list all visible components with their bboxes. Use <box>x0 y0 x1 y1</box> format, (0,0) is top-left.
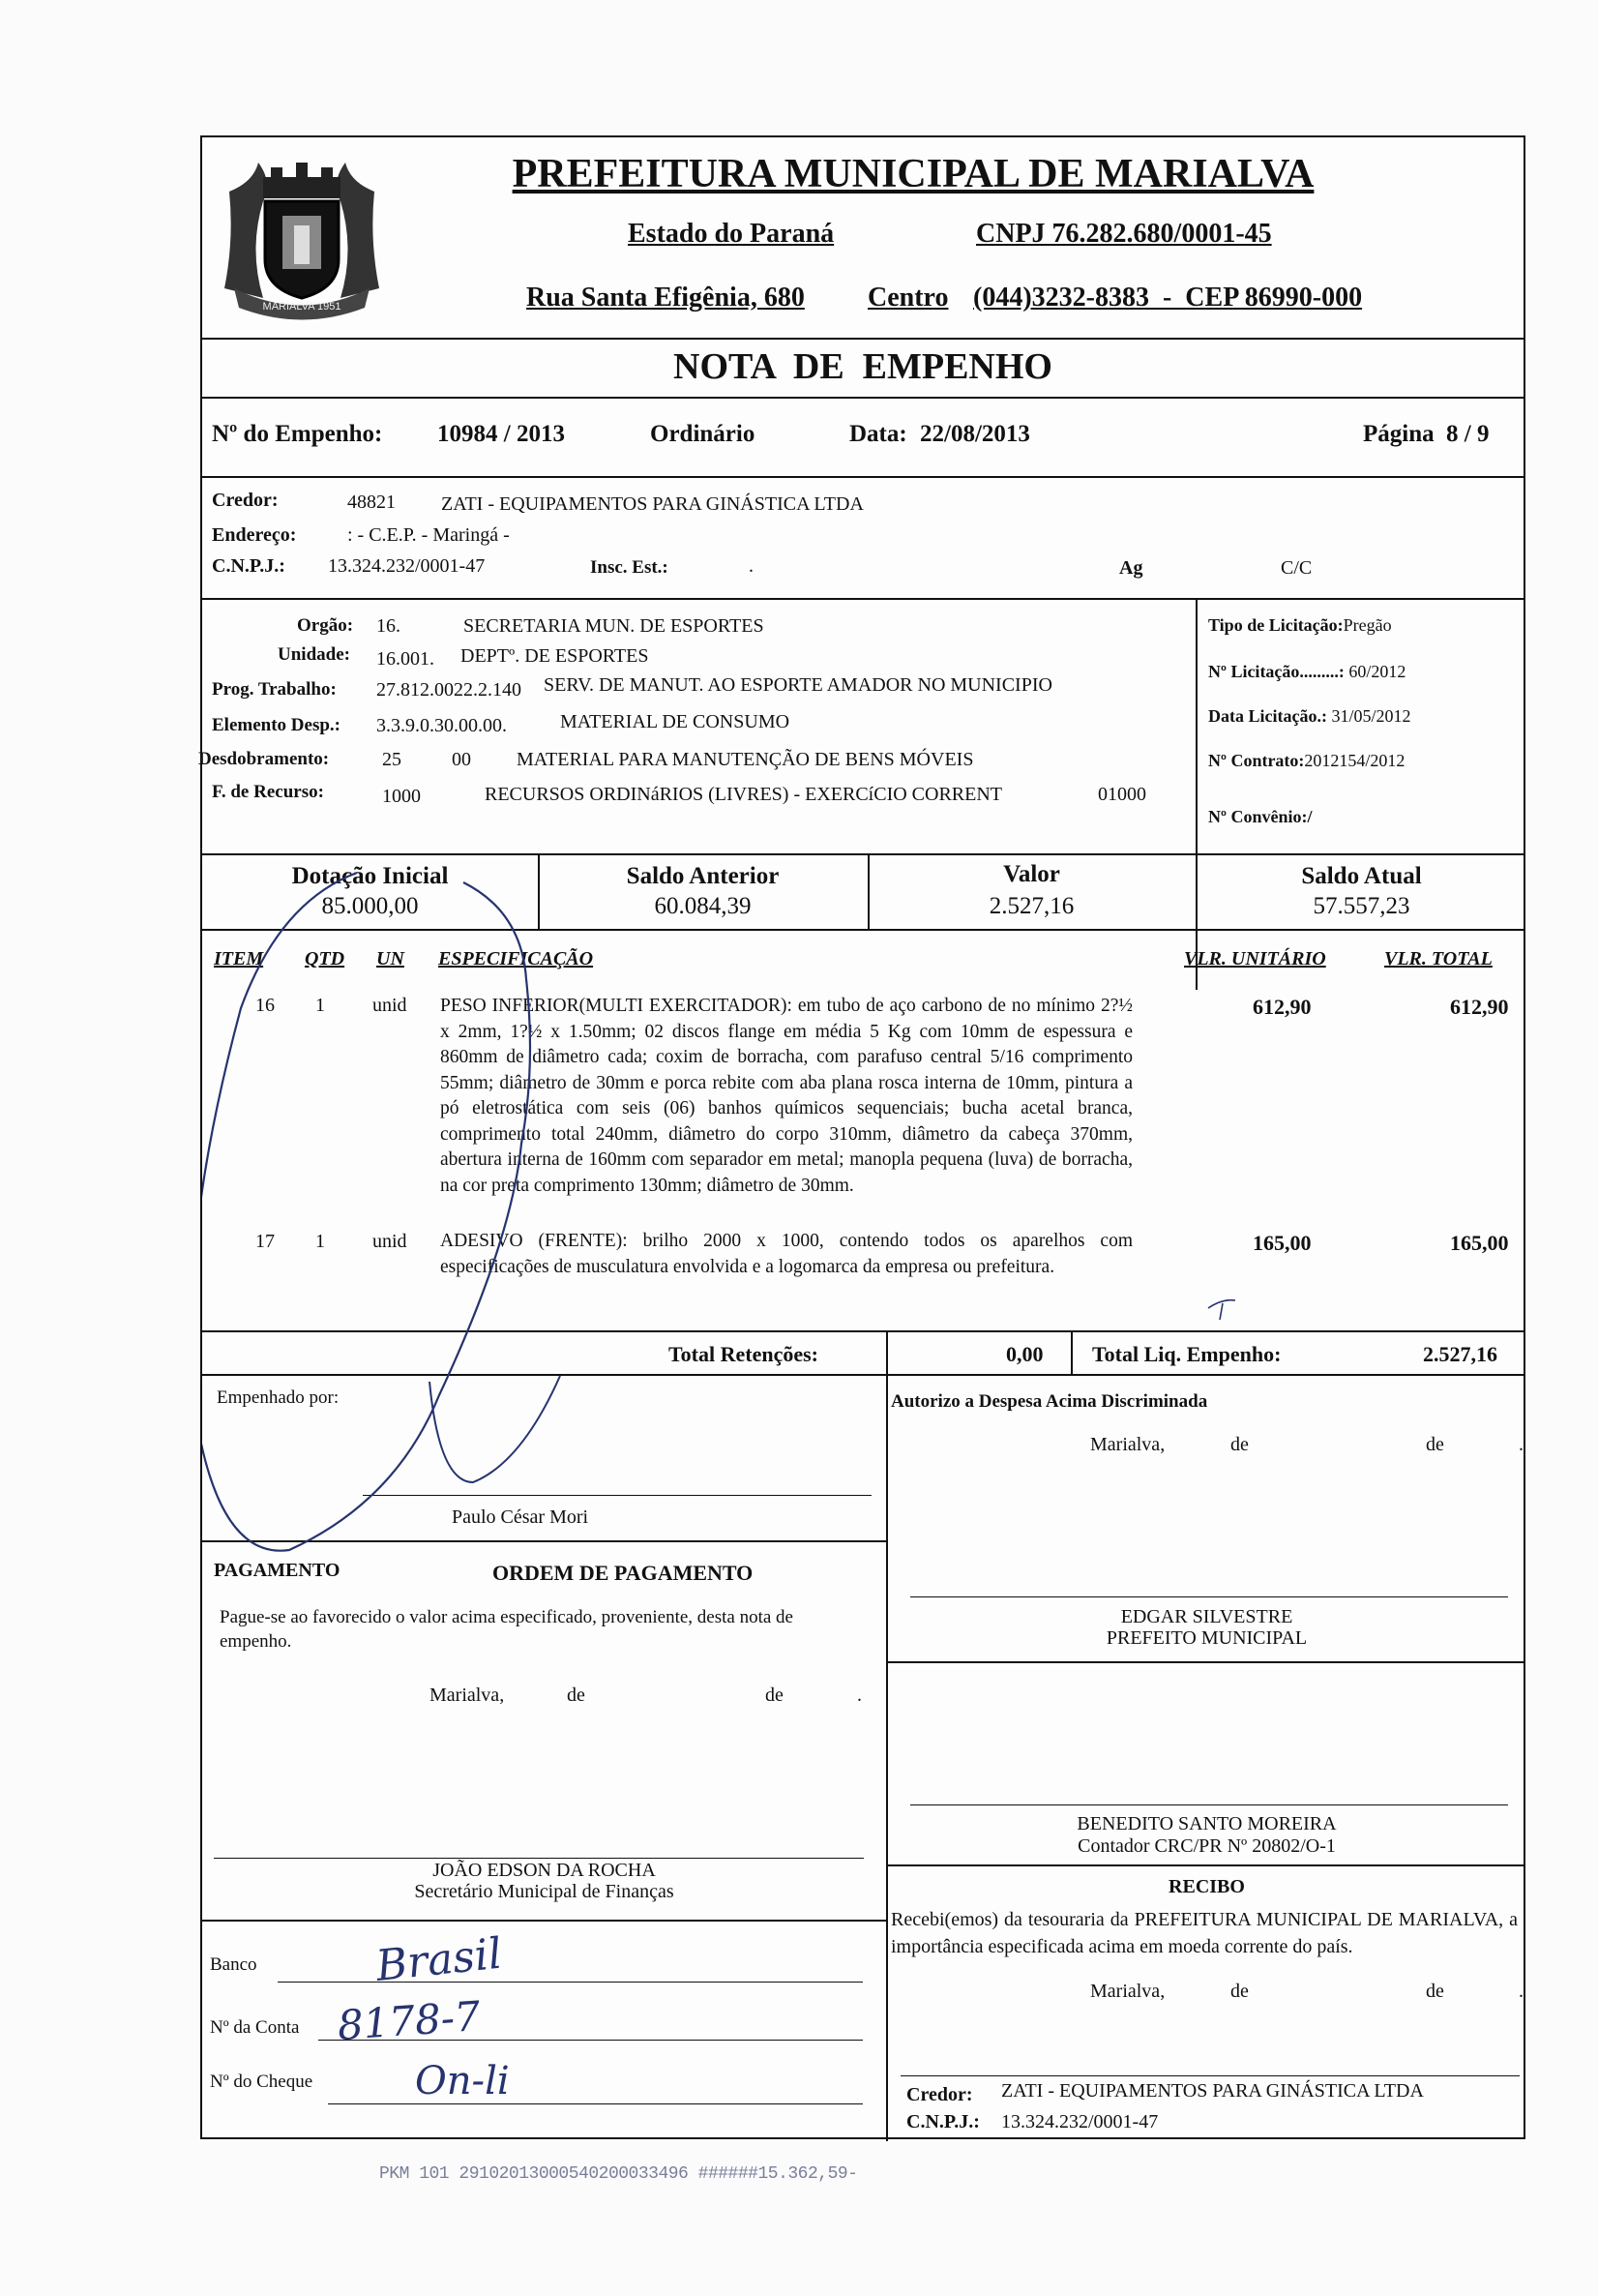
account-label: C/C <box>1281 557 1313 579</box>
orgao-desc: SECRETARIA MUN. DE ESPORTES <box>463 615 764 637</box>
item-17-spec: ADESIVO (FRENTE): brilho 2000 x 1000, contendo todos os aparelhos com especificações de musculatura envolvida e a logomarca da empresa ou prefeitura. <box>440 1231 1133 1277</box>
item-17-unit-price: 165,00 <box>1253 1231 1312 1255</box>
endereco-value: : - C.E.P. - Maringá - <box>347 524 510 546</box>
pen-loop-annotation <box>202 873 530 1551</box>
document-title: NOTA DE EMPENHO <box>673 346 1052 387</box>
saldo-anterior-label: Saldo Anterior <box>626 863 780 889</box>
saldo-anterior-value: 60.084,39 <box>654 893 752 919</box>
prog-trabalho-label: Prog. Trabalho: <box>212 679 337 700</box>
total-liquido-value: 2.527,16 <box>1423 1342 1497 1366</box>
total-liquido-label: Total Liq. Empenho: <box>1092 1342 1282 1366</box>
recibo-label: RECIBO <box>1169 1876 1245 1897</box>
item-16-total: 612,90 <box>1450 995 1509 1019</box>
prefeito-name: EDGAR SILVESTRE <box>1120 1606 1293 1627</box>
credor-label: Credor: <box>212 490 279 511</box>
item-16-unit-price: 612,90 <box>1253 995 1312 1019</box>
col-qtd-header: QTD <box>305 948 345 969</box>
pen-hook-annotation <box>429 1376 560 1482</box>
autorizo-de-2: de <box>1426 1434 1444 1455</box>
empenhado-por-label: Empenhado por: <box>217 1387 340 1408</box>
elemento-code: 3.3.9.0.30.00.00. <box>376 715 507 736</box>
coat-of-arms-text: MARIALVA 1951 <box>262 301 341 313</box>
tipo-licitacao-value: Pregão <box>1343 615 1392 635</box>
empenho-date: 22/08/2013 <box>920 421 1030 447</box>
credor-code: 48821 <box>347 492 396 513</box>
empenhado-por-name: Paulo César Mori <box>452 1506 589 1528</box>
dotacao-inicial-label: Dotação Inicial <box>291 863 449 889</box>
cheque-handwritten: On-li <box>415 2059 510 2103</box>
item-17-un: unid <box>372 1231 407 1252</box>
desdobramento-b: 00 <box>452 749 471 770</box>
handwritten-annotations <box>202 137 1527 2141</box>
insc-est-value: . <box>749 555 754 577</box>
data-licitacao-label: Data Licitação.: <box>1208 706 1327 726</box>
banco-label: Banco <box>210 1954 257 1975</box>
elemento-desc: MATERIAL DE CONSUMO <box>560 711 790 732</box>
phone-cep: (044)3232-8383 - CEP 86990-000 <box>973 283 1363 313</box>
prog-trabalho-desc: SERV. DE MANUT. AO ESPORTE AMADOR NO MUNICIPIO <box>544 674 1052 696</box>
empenho-date-label: Data: <box>849 421 907 447</box>
pagamento-de-2: de <box>765 1685 784 1706</box>
fonte-recurso-label: F. de Recurso: <box>212 782 324 802</box>
saldo-atual-label: Saldo Atual <box>1301 863 1422 889</box>
fonte-recurso-code: 1000 <box>382 786 421 807</box>
numero-contrato-value: 2012154/2012 <box>1304 751 1406 770</box>
banco-handwritten: Brasil <box>373 1928 505 1991</box>
item-16-qtd: 1 <box>315 995 325 1016</box>
total-retencoes-label: Total Retenções: <box>668 1342 818 1366</box>
pagamento-marialva: Marialva, <box>429 1685 505 1706</box>
valor-label: Valor <box>1003 861 1060 887</box>
district-name: Centro <box>868 283 949 313</box>
autorizo-de-1: de <box>1230 1434 1249 1455</box>
credor-name: ZATI - EQUIPAMENTOS PARA GINÁSTICA LTDA <box>441 493 864 515</box>
state-name: Estado do Paraná <box>628 219 835 249</box>
item-17-total: 165,00 <box>1450 1231 1509 1255</box>
pagamento-de-1: de <box>567 1685 585 1706</box>
unidade-desc: DEPTº. DE ESPORTES <box>460 645 649 667</box>
numero-contrato-label: Nº Contrato: <box>1208 751 1305 770</box>
recibo-cnpj-value: 13.324.232/0001-47 <box>1001 2111 1159 2132</box>
empenho-type: Ordinário <box>650 421 755 447</box>
street-address: Rua Santa Efigênia, 680 <box>526 283 805 313</box>
recibo-cnpj-label: C.N.P.J.: <box>906 2111 980 2132</box>
pagamento-label: PAGAMENTO <box>214 1560 340 1581</box>
contador-role: Contador CRC/PR Nº 20802/O-1 <box>1078 1835 1336 1857</box>
page-label: Página <box>1363 421 1435 447</box>
dotacao-inicial-value: 85.000,00 <box>321 893 419 919</box>
empenho-number-label: Nº do Empenho: <box>212 421 383 447</box>
footer-print-code: PKM 101 29102013000540200033496 ######15.362,59- <box>379 2164 858 2184</box>
item-17-qtd: 1 <box>315 1231 325 1252</box>
prog-trabalho-code: 27.812.0022.2.140 <box>376 679 521 701</box>
col-un-header: UN <box>376 948 404 969</box>
credor-cnpj-label: C.N.P.J.: <box>212 555 285 577</box>
numero-convenio-label: Nº Convênio:/ <box>1208 807 1313 826</box>
col-spec-header: ESPECIFICAÇÃO <box>438 948 594 969</box>
conta-handwritten: 8178-7 <box>336 1991 483 2050</box>
unidade-code: 16.001. <box>376 648 434 670</box>
col-total-header: VLR. TOTAL <box>1384 948 1493 969</box>
desdobramento-label: Desdobramento: <box>198 749 330 769</box>
numero-licitacao-label: Nº Licitação.........: <box>1208 662 1345 681</box>
pen-mark-annotation <box>1208 1300 1235 1320</box>
numero-licitacao-value: 60/2012 <box>1348 662 1406 681</box>
autorizo-dot: . <box>1519 1434 1524 1455</box>
contador-name: BENEDITO SANTO MOREIRA <box>1077 1813 1337 1834</box>
pagamento-dot: . <box>857 1685 862 1706</box>
data-licitacao-value: 31/05/2012 <box>1331 706 1411 726</box>
desdobramento-desc: MATERIAL PARA MANUTENÇÃO DE BENS MÓVEIS <box>517 749 974 770</box>
recibo-marialva: Marialva, <box>1090 1981 1166 2002</box>
item-16-un: unid <box>372 995 407 1016</box>
autorizo-marialva: Marialva, <box>1090 1434 1166 1455</box>
credor-cnpj: 13.324.232/0001-47 <box>328 555 486 577</box>
valor-value: 2.527,16 <box>989 893 1075 919</box>
item-17-number: 17 <box>255 1231 275 1252</box>
tipo-licitacao-label-text: Tipo de Licitação: <box>1208 615 1344 635</box>
item-16-number: 16 <box>255 995 275 1016</box>
nota-de-empenho-document <box>200 135 1525 2139</box>
saldo-atual-value: 57.557,23 <box>1313 893 1410 919</box>
agency-label: Ag <box>1119 557 1143 579</box>
orgao-code: 16. <box>376 615 400 637</box>
autorizo-text: Autorizo a Despesa Acima Discriminada <box>891 1391 1208 1412</box>
page-number: 8 / 9 <box>1446 421 1490 447</box>
secretario-role: Secretário Municipal de Finanças <box>414 1881 674 1902</box>
recibo-credor-name: ZATI - EQUIPAMENTOS PARA GINÁSTICA LTDA <box>1001 2080 1424 2102</box>
elemento-label: Elemento Desp.: <box>212 715 340 735</box>
prefeito-role: PREFEITO MUNICIPAL <box>1106 1627 1308 1649</box>
unidade-label: Unidade: <box>278 644 350 665</box>
endereco-label: Endereço: <box>212 524 297 546</box>
orgao-label: Orgão: <box>297 615 354 636</box>
desdobramento-a: 25 <box>382 749 401 770</box>
ordem-pagamento-label: ORDEM DE PAGAMENTO <box>492 1561 754 1585</box>
secretario-name: JOÃO EDSON DA ROCHA <box>432 1860 656 1881</box>
recibo-text: Recebi(emos) da tesouraria da PREFEITURA MUNICIPAL DE MARIALVA, a importância especificada acima em moeda corrente do país. <box>891 1909 1518 1957</box>
insc-est-label: Insc. Est.: <box>590 557 668 578</box>
numero-cheque-label: Nº do Cheque <box>210 2072 313 2092</box>
recibo-dot: . <box>1519 1981 1524 2002</box>
municipality-title: PREFEITURA MUNICIPAL DE MARIALVA <box>512 152 1315 196</box>
col-unit-header: VLR. UNITÁRIO <box>1184 948 1326 969</box>
pague-se-text: Pague-se ao favorecido o valor acima especificado, proveniente, desta nota de empenho. <box>220 1607 793 1652</box>
col-item-header: ITEM <box>214 948 264 969</box>
recibo-credor-label: Credor: <box>906 2084 973 2105</box>
municipality-cnpj: CNPJ 76.282.680/0001-45 <box>976 219 1272 249</box>
recibo-de-2: de <box>1426 1981 1444 2002</box>
numero-conta-label: Nº da Conta <box>210 2017 300 2038</box>
empenho-number: 10984 / 2013 <box>437 421 565 447</box>
fonte-recurso-extra: 01000 <box>1098 784 1146 805</box>
fonte-recurso-desc: RECURSOS ORDINáRIOS (LIVRES) - EXERCíCIO CORRENT <box>485 784 1003 805</box>
total-retencoes-value: 0,00 <box>1006 1342 1044 1366</box>
item-16-spec: PESO INFERIOR(MULTI EXERCITADOR): em tubo de aço carbono de no mínimo 2?½ x 2mm, 1?½ x 1.50mm; 02 discos flange em média 5 Kg com 10mm de espessura e 860mm de diâmetro cada; coxim de borracha, com parafuso central 5/16 comprimento 55mm; diâmetro de 30mm e porca rebite com aba plana rosca interna de 10mm, pintura a pó eletrostática com seis (06) banhos químicos sequenciais; bucha acetal branca, comprimento total 240mm, diâmetro do corpo 310mm, diâmetro da cabeça 370mm, abertura interna de 160mm com separador em metal; manopla pequena (luva) de borracha, na cor preta comprimento 130mm; diâmetro de 30mm. <box>440 996 1133 1196</box>
recibo-de-1: de <box>1230 1981 1249 2002</box>
